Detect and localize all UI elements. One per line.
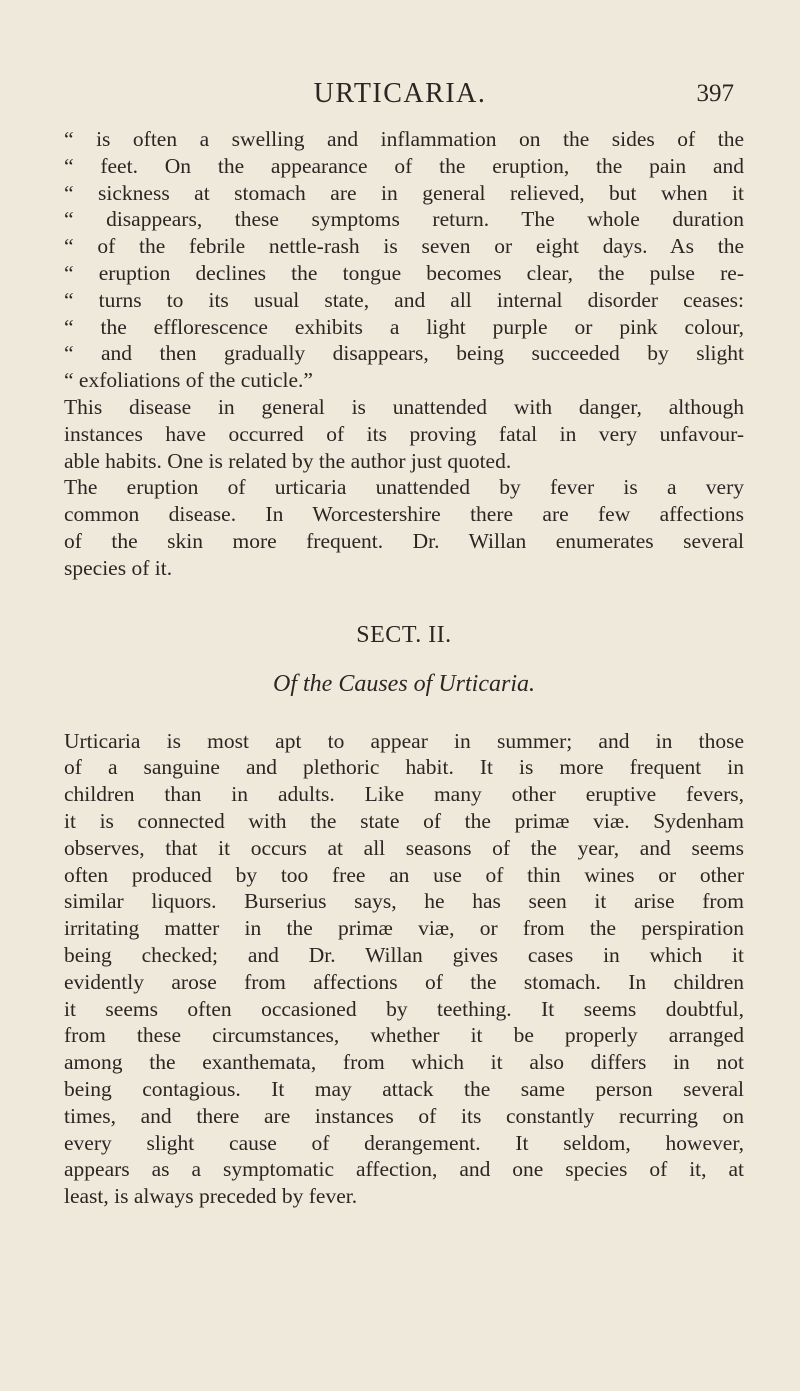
text-line: This disease in general is unattended with danger, although xyxy=(64,394,744,419)
text-line: “ sickness at stomach are in general relieved, but when it xyxy=(64,180,744,205)
text-line: “ is often a swelling and inflammation on the sides of the xyxy=(64,127,744,151)
text-line: times, and there are instances of its constantly recurring on xyxy=(64,1103,744,1128)
text-line: of a sanguine and plethoric habit. It is more frequent in xyxy=(64,755,744,780)
text-line: “ turns to its usual state, and all internal disorder ceases: xyxy=(64,287,744,312)
text-line: “ feet. On the appearance of the eruption, the pain and xyxy=(64,153,744,178)
page-header xyxy=(64,78,736,118)
text-line: from these circumstances, whether it be properly arranged xyxy=(64,1023,744,1048)
text-line: being contagious. It may attack the same person several xyxy=(64,1076,744,1101)
text-line: observes, that it occurs at all seasons of the year, and seems xyxy=(64,835,744,860)
text-line: appears as a symptomatic affection, and one species of it, at xyxy=(64,1157,744,1182)
text-line: similar liquors. Burserius says, he has seen it arise from xyxy=(64,889,744,914)
paragraph-causes xyxy=(64,728,744,1210)
text-line: common disease. In Worcestershire there are few affections xyxy=(64,502,744,527)
text-line: “ exfoliations of the cuticle.” xyxy=(64,368,313,393)
section-subheading: Of the Causes of Urticaria. xyxy=(273,670,535,697)
paragraph-danger xyxy=(64,394,744,474)
text-line: “ and then gradually disappears, being succeeded by slight xyxy=(64,341,744,366)
text-line: children than in adults. Like many other eruptive fevers, xyxy=(64,782,744,807)
page-number: 397 xyxy=(696,80,734,107)
text-line: “ of the febrile nettle-rash is seven or eight days. As the xyxy=(64,234,744,259)
text-line: often produced by too free an use of thin wines or other xyxy=(64,862,744,887)
text-line: “ disappears, these symptoms return. The whole duration xyxy=(64,207,744,232)
text-line: The eruption of urticaria unattended by fever is a very xyxy=(64,475,744,500)
running-head: URTICARIA. xyxy=(313,78,487,109)
text-line: evidently arose from affections of the stomach. In children xyxy=(64,969,744,994)
text-line: instances have occurred of its proving fatal in very unfavour- xyxy=(64,421,744,446)
page-body xyxy=(64,126,744,1210)
text-line: it seems often occasioned by teething. It seems doubtful, xyxy=(64,996,744,1021)
text-line: Urticaria is most apt to appear in summer; and in those xyxy=(64,728,744,753)
text-line: every slight cause of derangement. It seldom, however, xyxy=(64,1130,744,1155)
paragraph-eruption xyxy=(64,474,744,581)
section-heading: SECT. II. xyxy=(356,621,452,648)
text-line: of the skin more frequent. Dr. Willan enumerates several xyxy=(64,528,744,553)
quotation-paragraph xyxy=(64,126,744,394)
text-line: being checked; and Dr. Willan gives cases in which it xyxy=(64,942,744,967)
text-line: it is connected with the state of the primæ viæ. Sydenham xyxy=(64,808,744,833)
text-line: least, is always preceded by fever. xyxy=(64,1184,358,1209)
text-line: able habits. One is related by the author just quoted. xyxy=(64,448,512,473)
text-line: “ eruption declines the tongue becomes clear, the pulse re- xyxy=(64,260,744,285)
text-line: species of it. xyxy=(64,555,173,580)
text-line: irritating matter in the primæ viæ, or from the perspiration xyxy=(64,916,744,941)
text-line: among the exanthemata, from which it also differs in not xyxy=(64,1050,744,1075)
text-line: “ the efflorescence exhibits a light purple or pink colour, xyxy=(64,314,744,339)
